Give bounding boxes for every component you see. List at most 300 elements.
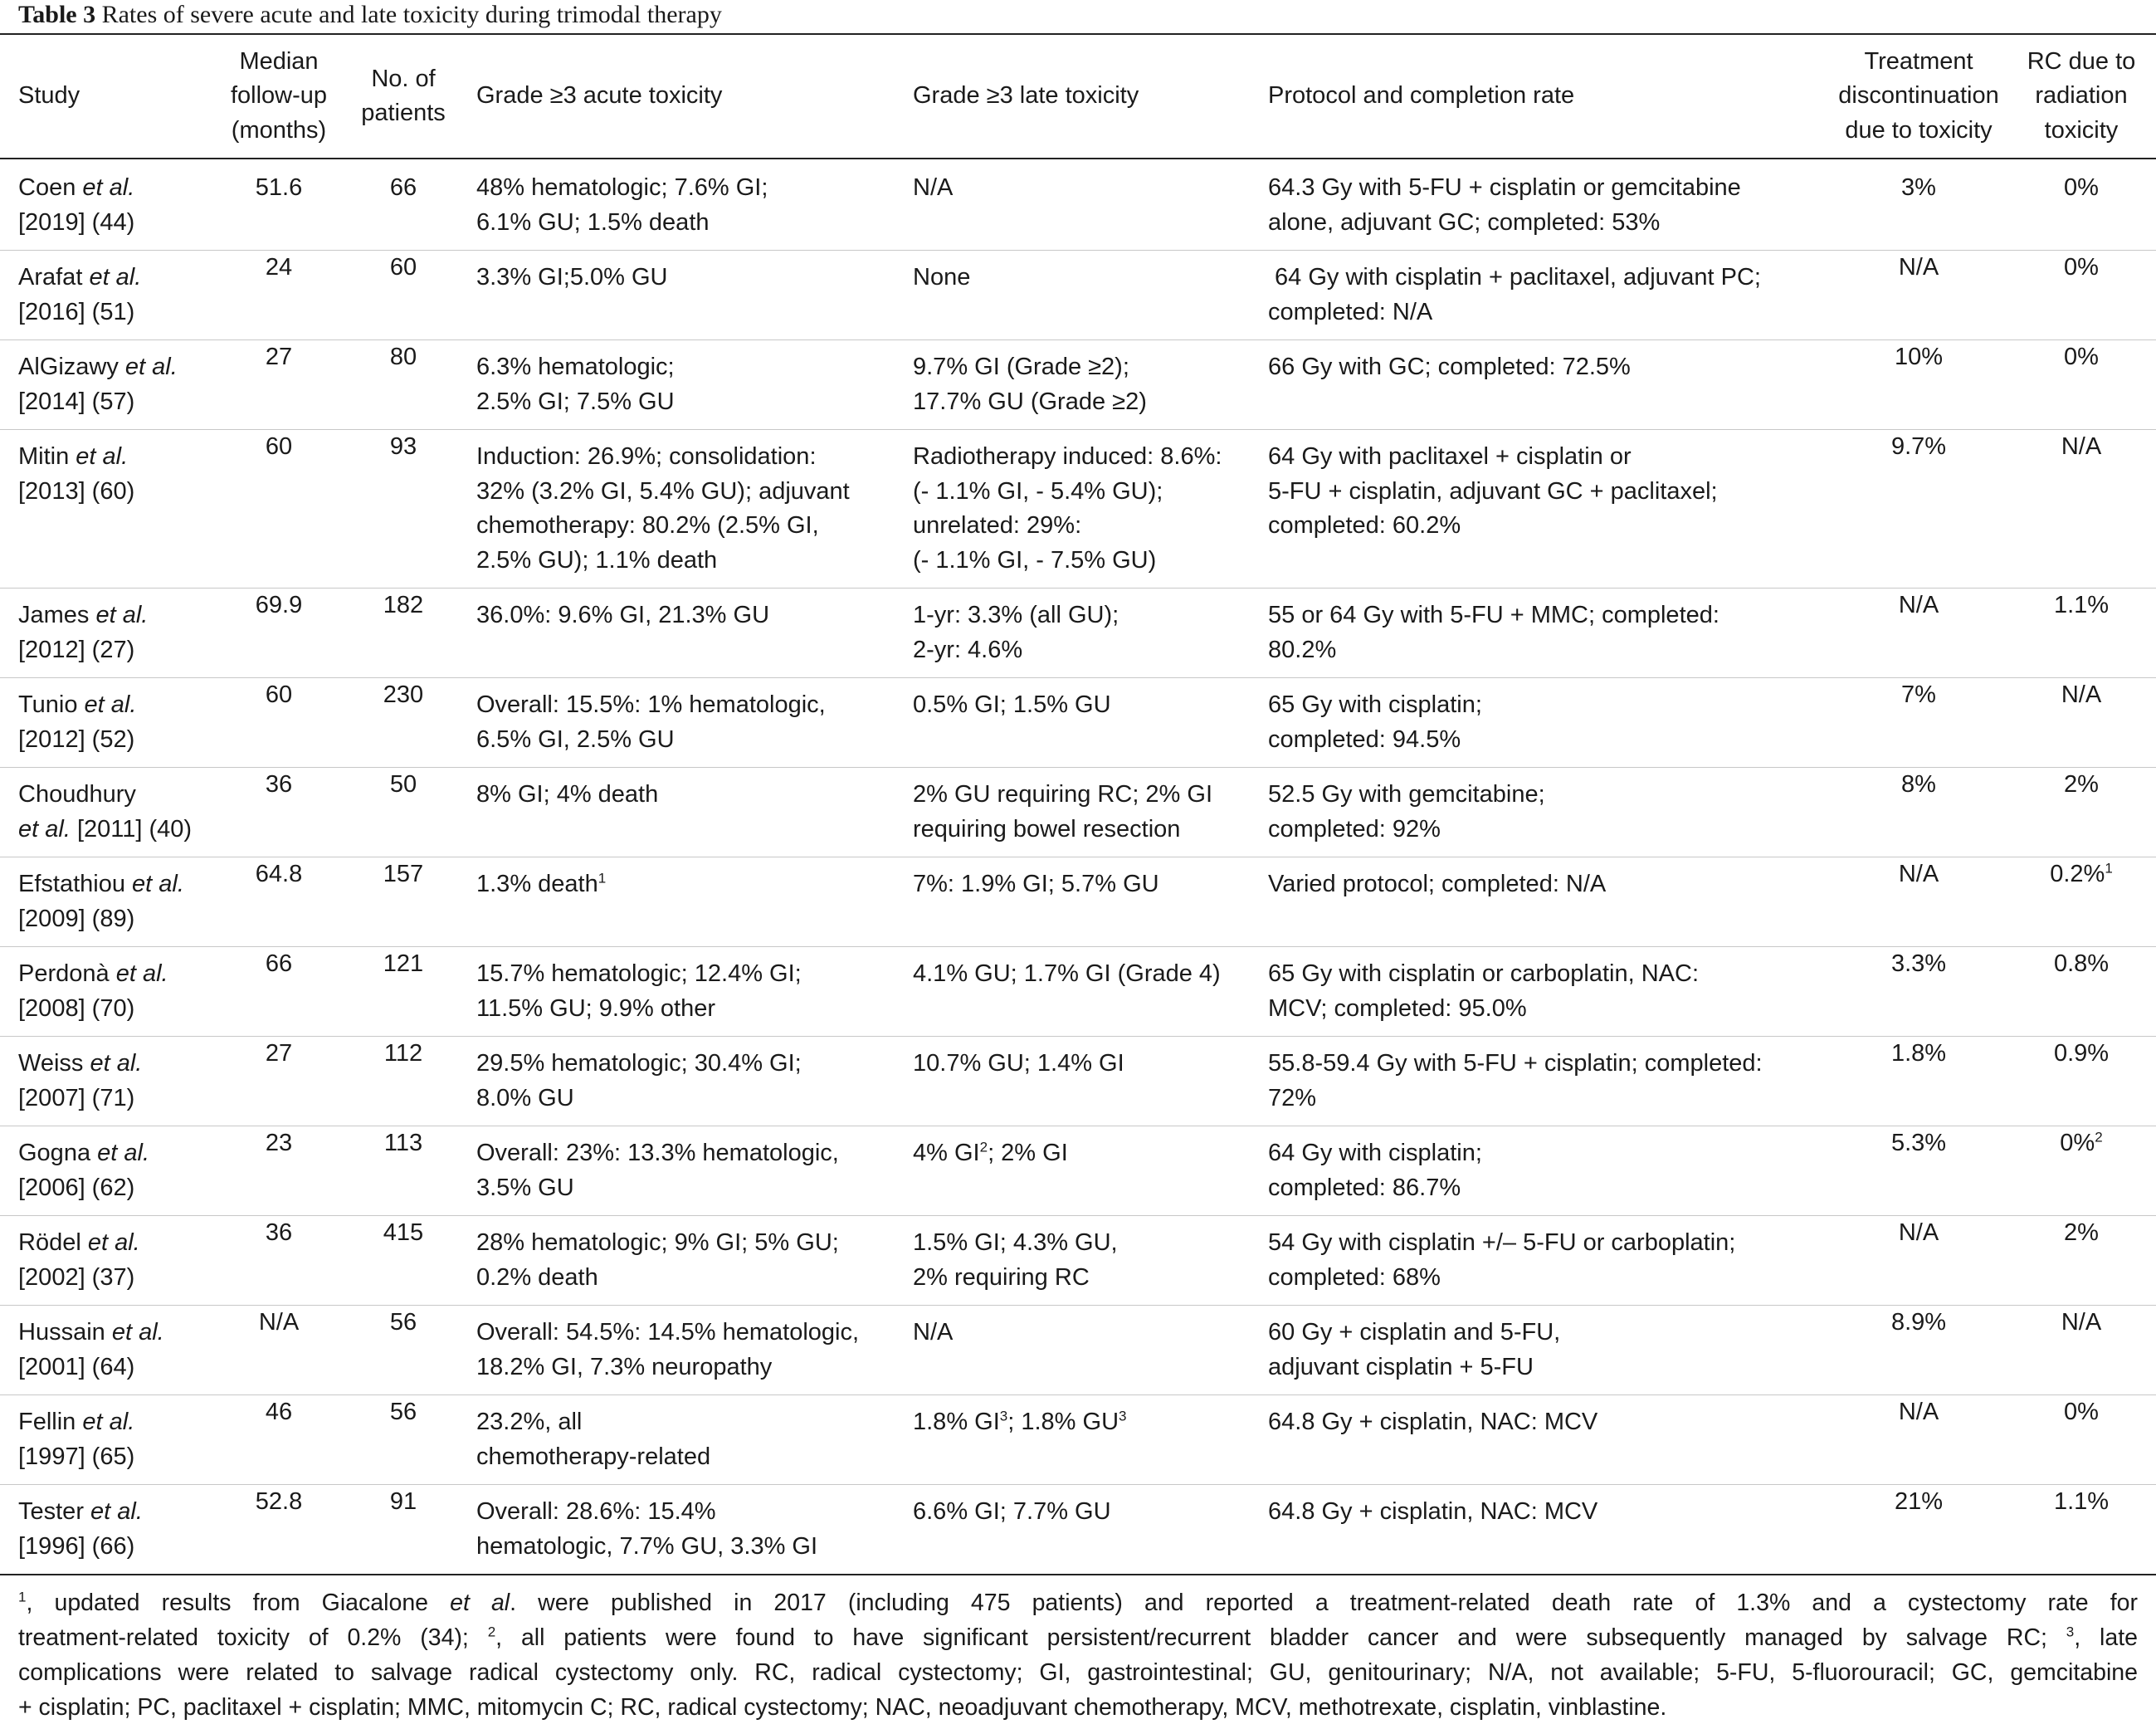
study-author-line [18, 688, 202, 723]
cell-text: N/A [2061, 1309, 2102, 1336]
cell-study [0, 947, 209, 1037]
study-etal: et al. [90, 1050, 143, 1077]
cell-line: 3.3% GI;5.0% GU [476, 264, 668, 291]
cell-line [913, 1405, 1243, 1440]
cell-protocol [1250, 1485, 1831, 1575]
cell-acute-toxicity [458, 1037, 895, 1126]
cell-line: 1-yr: 3.3% (all GU); [913, 602, 1119, 628]
cell-line: 10.7% GU; 1.4% GI [913, 1050, 1124, 1077]
study-year-line [18, 902, 202, 937]
cell-text: 2% [2064, 1219, 2099, 1246]
study-year-line [18, 1261, 202, 1296]
study-etal: et al. [87, 1229, 140, 1256]
cell-late-toxicity [895, 857, 1250, 947]
cell-rc-radiation [2007, 1306, 2156, 1395]
study-author: Rödel [18, 1229, 81, 1256]
cell-discontinuation: N/A [1831, 857, 2007, 947]
cell-discontinuation: 3% [1831, 159, 2007, 251]
cell-discontinuation: 8% [1831, 768, 2007, 857]
cell-line: alone, adjuvant GC; completed: 53% [1268, 208, 1661, 236]
cell-rc-radiation [2007, 430, 2156, 589]
cell-line: 66 Gy with GC; completed: 72.5% [1268, 354, 1631, 380]
cell-line: 17.7% GU (Grade ≥2) [913, 388, 1147, 415]
footnote-marker: 1 [598, 870, 607, 886]
cell-line: 29.5% hematologic; 30.4% GI; [476, 1050, 802, 1077]
header-late-toxicity: Grade ≥3 late toxicity [895, 35, 1250, 159]
study-author: Fellin [18, 1409, 76, 1435]
footnote-line: complications were related to salvage radical cystectomy only. RC, radical cystectomy; GI, gastrointestinal; GU, genitourinary; N/A, not available; 5-FU, 5-fluorouracil; GC, gemcitabine [18, 1659, 2138, 1686]
header-followup: Median follow-up (months) [209, 35, 349, 159]
cell-late-toxicity [895, 251, 1250, 340]
cell-line: adjuvant cisplatin + 5-FU [1268, 1353, 1534, 1380]
cell-late-toxicity [895, 1126, 1250, 1216]
cell-discontinuation: 3.3% [1831, 947, 2007, 1037]
cell-line: 9.7% GI (Grade ≥2); [913, 354, 1129, 380]
header-protocol: Protocol and completion rate [1250, 35, 1831, 159]
cell-line: 0.5% GI; 1.5% GU [913, 691, 1111, 718]
cell-study [0, 159, 209, 251]
cell-rc-radiation [2007, 857, 2156, 947]
cell-line: 65 Gy with cisplatin; [1268, 691, 1482, 718]
cell-study [0, 768, 209, 857]
cell-followup: 46 [209, 1395, 349, 1485]
cell-line: 64.3 Gy with 5-FU + cisplatin or gemcitabine [1268, 174, 1741, 201]
study-author-line [18, 867, 202, 902]
table-title: Rates of severe acute and late toxicity during trimodal therapy [101, 1, 722, 28]
table-row [0, 947, 2156, 1037]
cell-late-toxicity [895, 678, 1250, 768]
study-etal: et al. [18, 815, 71, 843]
cell-rc-radiation [2007, 768, 2156, 857]
table-row [0, 159, 2156, 251]
cell-followup: 51.6 [209, 159, 349, 251]
table-row [0, 1485, 2156, 1575]
cell-line: 7%: 1.9% GI; 5.7% GU [913, 871, 1159, 897]
table-row [0, 430, 2156, 589]
cell-line: 11.5% GU; 9.9% other [476, 994, 716, 1022]
cell-line: 48% hematologic; 7.6% GI; [476, 174, 768, 201]
cell-text: 0.2% [2050, 861, 2105, 887]
cell-line: (- 1.1% GI, - 7.5% GU) [913, 546, 1157, 574]
cell-line: 15.7% hematologic; 12.4% GI; [476, 960, 802, 987]
cell-text: 0.8% [2053, 950, 2110, 977]
cell-line: requiring bowel resection [913, 815, 1181, 843]
cell-line: 60 Gy + cisplatin and 5-FU, [1268, 1319, 1561, 1346]
cell-patients: 112 [349, 1037, 458, 1126]
cell-rc-radiation [2007, 251, 2156, 340]
toxicity-table [0, 35, 2156, 1575]
table-row [0, 678, 2156, 768]
cell-late-toxicity [895, 1037, 1250, 1126]
cell-followup: 60 [209, 678, 349, 768]
cell-acute-toxicity [458, 159, 895, 251]
cell-followup: 64.8 [209, 857, 349, 947]
cell-patients: 91 [349, 1485, 458, 1575]
cell-line: 28% hematologic; 9% GI; 5% GU; [476, 1229, 839, 1256]
table-footnotes [18, 1585, 2138, 1725]
cell-line: N/A [913, 1319, 954, 1346]
study-etal: et al. [95, 602, 149, 628]
study-year-line [18, 813, 202, 847]
cell-line: N/A [913, 174, 954, 201]
study-author-line [18, 957, 202, 992]
cell-line: Radiotherapy induced: 8.6%: [913, 443, 1222, 470]
cell-text: 1.1% [2053, 592, 2110, 618]
study-year-ref: [2012] (52) [18, 725, 135, 753]
study-year-ref: [2009] (89) [18, 905, 135, 932]
study-etal: et al. [89, 264, 142, 291]
cell-line: 2% GU requiring RC; 2% GI [913, 781, 1213, 808]
table-row [0, 589, 2156, 678]
cell-acute-toxicity [458, 1395, 895, 1485]
study-author: Tunio [18, 691, 78, 718]
cell-acute-toxicity [458, 1216, 895, 1306]
study-year-ref: [2006] (62) [18, 1174, 135, 1201]
cell-discontinuation: N/A [1831, 251, 2007, 340]
study-etal: et al. [84, 691, 137, 718]
table-row [0, 251, 2156, 340]
study-year-line [18, 1350, 202, 1385]
header-patients: No. of patients [349, 35, 458, 159]
cell-line: chemotherapy: 80.2% (2.5% GI, [476, 512, 819, 539]
cell-late-toxicity [895, 430, 1250, 589]
cell-rc-radiation [2007, 678, 2156, 768]
cell-late-toxicity [895, 589, 1250, 678]
footnote-marker: 2 [979, 1139, 988, 1155]
study-author: Efstathiou [18, 871, 125, 897]
study-year-line [18, 1171, 202, 1206]
cell-text: 0% [2064, 254, 2099, 281]
cell-late-toxicity [895, 340, 1250, 430]
study-etal: et al. [111, 1319, 164, 1346]
footnote-line: treatment-related toxicity of 0.2% (34); $^2$, all patients were found to have significant persistent/recurrent bladder cancer and were subsequently managed by salvage RC; $^3$, late [18, 1624, 2138, 1651]
study-author: Coen [18, 174, 76, 201]
study-etal: et al. [82, 1409, 135, 1435]
study-author: Arafat [18, 264, 83, 291]
cell-followup: 24 [209, 251, 349, 340]
cell-line: 18.2% GI, 7.3% neuropathy [476, 1353, 773, 1380]
cell-acute-toxicity [458, 678, 895, 768]
cell-study [0, 1485, 209, 1575]
study-year-ref: [2011] (40) [76, 815, 193, 843]
cell-line: Induction: 26.9%; consolidation: [476, 443, 817, 470]
table-row [0, 340, 2156, 430]
cell-acute-toxicity [458, 857, 895, 947]
study-author: Gogna [18, 1140, 91, 1166]
cell-line: completed: 86.7% [1268, 1174, 1461, 1201]
study-etal: et al. [90, 1498, 143, 1525]
cell-acute-toxicity [458, 1485, 895, 1575]
study-author-line [18, 171, 202, 206]
cell-study [0, 430, 209, 589]
cell-patients: 121 [349, 947, 458, 1037]
cell-line: completed: N/A [1268, 298, 1433, 325]
cell-acute-toxicity [458, 251, 895, 340]
study-year-ref: [2012] (27) [18, 636, 135, 663]
study-etal: et al. [97, 1140, 150, 1166]
cell-late-toxicity [895, 1395, 1250, 1485]
cell-late-toxicity [895, 947, 1250, 1037]
table-label: Table 3 [18, 1, 96, 28]
study-author-line [18, 440, 202, 475]
cell-acute-toxicity [458, 768, 895, 857]
study-year-ref: [2013] (60) [18, 477, 135, 505]
cell-text: 0.9% [2053, 1040, 2110, 1067]
study-author: Choudhury [18, 781, 136, 808]
study-author: AlGizawy [18, 354, 119, 380]
cell-line: 23.2%, all [476, 1409, 583, 1435]
cell-line: 64 Gy with cisplatin + paclitaxel, adjuvant PC; [1268, 264, 1761, 291]
study-year-line [18, 206, 202, 241]
cell-protocol [1250, 1395, 1831, 1485]
table-caption [18, 0, 722, 30]
study-year-ref: [2002] (37) [18, 1263, 135, 1291]
cell-line: unrelated: 29%: [913, 512, 1082, 539]
cell-line: 64.8 Gy + cisplatin, NAC: MCV [1268, 1498, 1598, 1525]
cell-text: N/A [2061, 681, 2102, 708]
header-discontinuation: Treatment discontinuation due to toxicity [1831, 35, 2007, 159]
cell-text: ; 1.8% GU [1007, 1409, 1119, 1435]
cell-line: 36.0%: 9.6% GI, 21.3% GU [476, 602, 770, 628]
cell-study [0, 678, 209, 768]
study-year-line [18, 475, 202, 510]
cell-line: (- 1.1% GI, - 5.4% GU); [913, 477, 1163, 505]
study-author-line [18, 1495, 202, 1530]
cell-protocol [1250, 1126, 1831, 1216]
study-year-line [18, 723, 202, 758]
header-study: Study [0, 35, 209, 159]
table-body [0, 159, 2156, 1575]
cell-study [0, 1395, 209, 1485]
cell-line: 54 Gy with cisplatin +/– 5-FU or carboplatin; [1268, 1229, 1736, 1256]
cell-text: 1.1% [2053, 1488, 2110, 1515]
cell-line: 55 or 64 Gy with 5-FU + MMC; completed: [1268, 602, 1719, 628]
study-year-ref: [1997] (65) [18, 1443, 135, 1470]
cell-acute-toxicity [458, 340, 895, 430]
study-year-ref: [2016] (51) [18, 298, 135, 325]
cell-patients: 66 [349, 159, 458, 251]
study-etal: et al. [76, 443, 129, 470]
cell-line: 6.3% hematologic; [476, 354, 675, 380]
study-author: James [18, 602, 90, 628]
cell-line: 2-yr: 4.6% [913, 636, 1023, 663]
cell-study [0, 1037, 209, 1126]
cell-followup: 69.9 [209, 589, 349, 678]
cell-line: 80.2% [1268, 636, 1337, 663]
cell-line: 55.8-59.4 Gy with 5-FU + cisplatin; completed: [1268, 1050, 1763, 1077]
study-author-line [18, 1047, 202, 1082]
cell-line: hematologic, 7.7% GU, 3.3% GI [476, 1532, 818, 1560]
footnote-marker: 1 [2105, 860, 2113, 877]
cell-patients: 56 [349, 1395, 458, 1485]
cell-line: completed: 92% [1268, 815, 1441, 843]
study-year-line [18, 1082, 202, 1116]
cell-text: 0% [2064, 344, 2099, 370]
cell-line: MCV; completed: 95.0% [1268, 994, 1527, 1022]
cell-discontinuation: N/A [1831, 589, 2007, 678]
cell-patients: 415 [349, 1216, 458, 1306]
cell-study [0, 857, 209, 947]
cell-followup: 27 [209, 340, 349, 430]
study-author: Tester [18, 1498, 84, 1525]
cell-protocol [1250, 857, 1831, 947]
cell-protocol [1250, 1216, 1831, 1306]
cell-line: Varied protocol; completed: N/A [1268, 871, 1607, 897]
study-author-line [18, 261, 202, 295]
cell-patients: 50 [349, 768, 458, 857]
cell-protocol [1250, 1306, 1831, 1395]
cell-rc-radiation [2007, 1216, 2156, 1306]
cell-rc-radiation [2007, 340, 2156, 430]
cell-line: 2% requiring RC [913, 1263, 1090, 1291]
cell-patients: 60 [349, 251, 458, 340]
cell-patients: 182 [349, 589, 458, 678]
study-year-ref: [2019] (44) [18, 208, 135, 236]
cell-line: 64.8 Gy + cisplatin, NAC: MCV [1268, 1409, 1598, 1435]
cell-study [0, 251, 209, 340]
table-row [0, 1037, 2156, 1126]
cell-line: 52.5 Gy with gemcitabine; [1268, 781, 1545, 808]
cell-followup: 23 [209, 1126, 349, 1216]
cell-line: 8% GI; 4% death [476, 781, 659, 808]
study-author: Perdonà [18, 960, 110, 987]
cell-line: Overall: 23%: 13.3% hematologic, [476, 1140, 839, 1166]
cell-text: N/A [2061, 433, 2102, 460]
cell-study [0, 340, 209, 430]
cell-followup: 36 [209, 768, 349, 857]
cell-line: 72% [1268, 1084, 1317, 1111]
cell-late-toxicity [895, 1306, 1250, 1395]
cell-study [0, 1216, 209, 1306]
cell-protocol [1250, 947, 1831, 1037]
cell-rc-radiation [2007, 1395, 2156, 1485]
study-year-line [18, 385, 202, 420]
cell-line: 1.5% GI; 4.3% GU, [913, 1229, 1118, 1256]
cell-discontinuation: 5.3% [1831, 1126, 2007, 1216]
cell-followup: 27 [209, 1037, 349, 1126]
cell-discontinuation: N/A [1831, 1395, 2007, 1485]
cell-line: 3.5% GU [476, 1174, 574, 1201]
cell-text: ; 2% GI [988, 1140, 1068, 1166]
cell-line: Overall: 28.6%: 15.4% [476, 1498, 716, 1525]
cell-text: 1.3% death [476, 871, 598, 897]
study-year-ref: [2008] (70) [18, 994, 135, 1022]
cell-protocol [1250, 251, 1831, 340]
study-author-line [18, 778, 202, 813]
cell-acute-toxicity [458, 430, 895, 589]
cell-line: 6.5% GI, 2.5% GU [476, 725, 675, 753]
cell-text: 0% [2060, 1130, 2095, 1156]
cell-line [913, 1136, 1243, 1171]
table-row [0, 1306, 2156, 1395]
cell-protocol [1250, 768, 1831, 857]
cell-line: Overall: 54.5%: 14.5% hematologic, [476, 1319, 860, 1346]
cell-line: 5-FU + cisplatin, adjuvant GC + paclitaxel; [1268, 477, 1718, 505]
cell-line: completed: 94.5% [1268, 725, 1461, 753]
study-year-ref: [2014] (57) [18, 388, 135, 415]
cell-patients: 230 [349, 678, 458, 768]
cell-text: 0% [2064, 174, 2099, 201]
cell-line: 6.1% GU; 1.5% death [476, 208, 710, 236]
cell-acute-toxicity [458, 1126, 895, 1216]
study-year-line [18, 1530, 202, 1565]
study-etal: et al. [115, 960, 168, 987]
cell-line: completed: 60.2% [1268, 512, 1461, 539]
cell-acute-toxicity [458, 589, 895, 678]
cell-late-toxicity [895, 1216, 1250, 1306]
cell-rc-radiation [2007, 1485, 2156, 1575]
cell-line: 32% (3.2% GI, 5.4% GU); adjuvant [476, 477, 850, 505]
cell-line: completed: 68% [1268, 1263, 1441, 1291]
header-row [0, 35, 2156, 159]
table-row [0, 1395, 2156, 1485]
cell-text: 0% [2064, 1399, 2099, 1425]
cell-followup: 60 [209, 430, 349, 589]
cell-rc-radiation [2007, 947, 2156, 1037]
cell-acute-toxicity [458, 1306, 895, 1395]
footnote-marker: 3 [999, 1408, 1008, 1424]
cell-line: 8.0% GU [476, 1084, 574, 1111]
cell-text: 4% GI [913, 1140, 980, 1166]
cell-rc-radiation [2007, 589, 2156, 678]
study-etal: et al. [124, 354, 178, 380]
cell-text: 2% [2064, 771, 2099, 798]
header-rc-radiation: RC due to radiation toxicity [2007, 35, 2156, 159]
study-year-line [18, 992, 202, 1027]
study-year-ref: [2001] (64) [18, 1353, 135, 1380]
study-author: Hussain [18, 1319, 105, 1346]
cell-rc-radiation [2007, 1126, 2156, 1216]
cell-protocol [1250, 340, 1831, 430]
cell-followup: 52.8 [209, 1485, 349, 1575]
study-author: Weiss [18, 1050, 84, 1077]
cell-protocol [1250, 159, 1831, 251]
study-author-line [18, 350, 202, 385]
footnote-line: $^1$, updated results from Giacalone et al. were published in 2017 (including 475 patients) and reported a treatment-related death rate of 1.3% and a cystectomy rate for [18, 1589, 2138, 1616]
cell-patients: 113 [349, 1126, 458, 1216]
cell-line: 4.1% GU; 1.7% GI (Grade 4) [913, 960, 1221, 987]
cell-patients: 157 [349, 857, 458, 947]
cell-line: None [913, 264, 971, 291]
cell-line: 64 Gy with cisplatin; [1268, 1140, 1482, 1166]
study-author-line [18, 1226, 202, 1261]
footnote-line: + cisplatin; PC, paclitaxel + cisplatin; MMC, mitomycin C; RC, radical cystectomy; NAC, neoadjuvant chemotherapy, MCV, methotrexate, cisplatin, vinblastine. [18, 1694, 1667, 1721]
cell-study [0, 1306, 209, 1395]
header-acute-toxicity: Grade ≥3 acute toxicity [458, 35, 895, 159]
study-year-line [18, 295, 202, 330]
footnote-marker: 3 [1119, 1408, 1127, 1424]
study-author-line [18, 1136, 202, 1171]
cell-protocol [1250, 678, 1831, 768]
cell-line: chemotherapy-related [476, 1443, 711, 1470]
cell-rc-radiation [2007, 159, 2156, 251]
cell-late-toxicity [895, 159, 1250, 251]
cell-followup: N/A [209, 1306, 349, 1395]
study-year-ref: [2007] (71) [18, 1084, 135, 1111]
study-etal: et al. [132, 871, 184, 897]
table-row [0, 1126, 2156, 1216]
study-author: Mitin [18, 443, 70, 470]
cell-study [0, 1126, 209, 1216]
cell-followup: 66 [209, 947, 349, 1037]
cell-acute-toxicity [458, 947, 895, 1037]
cell-line: 0.2% death [476, 1263, 598, 1291]
cell-followup: 36 [209, 1216, 349, 1306]
cell-discontinuation: 21% [1831, 1485, 2007, 1575]
cell-patients: 56 [349, 1306, 458, 1395]
study-year-line [18, 1440, 202, 1475]
cell-discontinuation: 8.9% [1831, 1306, 2007, 1395]
